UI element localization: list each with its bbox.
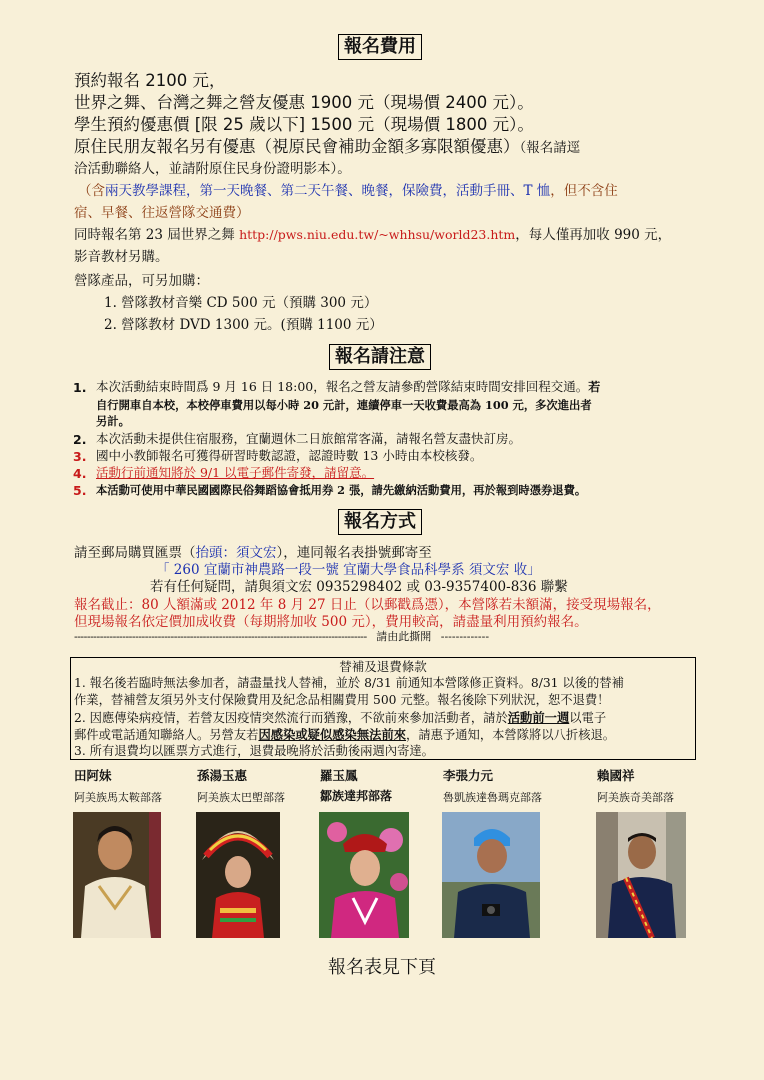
product-item-cd: 1. 營隊教材音樂 CD 500 元（預購 300 元） bbox=[104, 295, 378, 311]
method-section-title: 報名方式 bbox=[338, 509, 422, 535]
terms-4-text: 郵件或電話通知聯絡人。另營友若 bbox=[74, 728, 259, 742]
teacher-name-5: 賴國祥 bbox=[597, 768, 635, 783]
parking-text: 自行開車自本校，本校停車費用以每小時 20 元計，連續停車一天收費最高為 100 元，多次進出者 bbox=[96, 398, 592, 412]
mailing-address: 「 260 宜蘭市神農路一段一號 宜蘭大學食品科學系 須文宏 收」 bbox=[156, 562, 541, 578]
fee-indigenous-note: （報名請逕 bbox=[519, 140, 581, 156]
cut-dashes-left: ------------------------------------------------------------------------------------------- bbox=[74, 630, 367, 643]
teacher-photo-4 bbox=[442, 812, 540, 938]
method-text-a: 請至郵局購買匯票（ bbox=[74, 545, 196, 561]
method-text-c: ），連同報名表掛號郵寄至 bbox=[276, 545, 432, 561]
terms-line-3 bbox=[74, 709, 606, 727]
notice-num-3: 3. bbox=[73, 449, 87, 464]
teacher-tribe-3: 鄒族達邦部落 bbox=[320, 789, 393, 803]
portrait-3-image bbox=[319, 812, 409, 938]
fee-line-4 bbox=[74, 136, 580, 158]
deadline-line-1: 報名截止：80 人額滿或 2012 年 8 月 27 日止（以郵戳爲憑），本營隊若未額滿，接受現場報名， bbox=[74, 597, 661, 613]
product-item-dvd: 2. 營隊教材 DVD 1300 元。(預購 1100 元） bbox=[104, 317, 383, 333]
notice-section-title: 報名請注意 bbox=[329, 344, 431, 370]
deadline-line-2: 但現場報名依定價加成收費（每期將加收 500 元），費用較高，請盡量利用預約報名。 bbox=[74, 614, 588, 630]
fee-line-1: 預約報名 2100 元， bbox=[74, 71, 226, 90]
terms-line-4 bbox=[74, 726, 615, 744]
portrait-5-image bbox=[596, 812, 686, 938]
portrait-4-image bbox=[442, 812, 540, 938]
terms-line-1: 1. 報名後若臨時無法參加者，請盡量找人替補，並於 8/31 前通知本營隊修正資料。8/31 以後的替補 bbox=[74, 676, 624, 690]
teacher-tribe-2: 阿美族太巴塱部落 bbox=[197, 791, 285, 804]
cut-line bbox=[74, 630, 489, 644]
contact-line: 若有任何疑問，請與須文宏 0935298402 或 03-9357400-836 聯繫 bbox=[150, 579, 568, 595]
teacher-name-2: 孫湯玉惠 bbox=[197, 768, 248, 783]
includes-suffix: ，但不含住 bbox=[550, 183, 618, 199]
notice-num-5: 5. bbox=[73, 483, 87, 498]
portrait-2-image bbox=[196, 812, 280, 938]
terms-3-end: 以電子 bbox=[569, 711, 607, 725]
world-dance-line-cont: 影音教材另購。 bbox=[74, 249, 169, 265]
world-dance-text: 同時報名第 23 屆世界之舞 bbox=[74, 227, 240, 243]
fee-indigenous-note-cont: 洽活動聯絡人，並請附原住民身份證明影本）。 bbox=[74, 161, 351, 177]
fee-line-3: 學生預約優惠價 [限 25 歲以下] 1500 元（現場價 1800 元）。 bbox=[74, 115, 534, 134]
terms-line-5: 3. 所有退費均以匯票方式進行，退費最晚將於活動後兩週內寄達。 bbox=[74, 744, 434, 758]
teacher-tribe-4: 魯凱族達魯瑪克部落 bbox=[443, 791, 542, 804]
teacher-name-1: 田阿妹 bbox=[74, 768, 112, 783]
footer-next-page: 報名表見下頁 bbox=[328, 957, 436, 978]
cut-dashes-right: ------------- bbox=[440, 630, 490, 643]
fee-includes-line bbox=[78, 181, 618, 201]
teacher-tribe-1: 阿美族馬太鞍部落 bbox=[74, 791, 162, 804]
fee-excludes-line: 宿、早餐、往返營隊交通費） bbox=[74, 205, 250, 221]
teacher-photo-5 bbox=[596, 812, 686, 938]
portrait-1-image bbox=[73, 812, 161, 938]
teacher-photo-3 bbox=[319, 812, 409, 938]
cut-label: 請由此撕開 bbox=[376, 630, 432, 643]
fee-line-2: 世界之舞、台灣之舞之營友優惠 1900 元（現場價 2400 元）。 bbox=[74, 93, 534, 112]
world-dance-link[interactable]: http://pws.niu.edu.tw/~whhsu/world23.htm bbox=[239, 227, 516, 242]
notice-item-4: 活動行前通知將於 9/1 以電子郵件寄發，請留意。 bbox=[96, 465, 375, 480]
products-title: 營隊產品，可另加購： bbox=[74, 273, 209, 289]
includes-prefix: （含 bbox=[78, 183, 105, 199]
notice-num-1: 1. bbox=[73, 380, 87, 395]
notice-item-1 bbox=[96, 378, 600, 396]
method-payee: 抬頭：須文宏 bbox=[195, 545, 277, 561]
notice-item-3: 國中小教師報名可獲得研習時數認證，認證時數 13 小時由本校核發。 bbox=[96, 448, 483, 463]
world-dance-line bbox=[74, 225, 671, 245]
notice-item-1-parking-end: 另計。 bbox=[96, 414, 130, 428]
fee-section-title: 報名費用 bbox=[338, 34, 422, 60]
world-dance-price: ，每人僅再加收 990 元， bbox=[515, 227, 672, 243]
terms-4-end: ，請惠予通知，本營隊將以八折核退。 bbox=[406, 728, 616, 742]
includes-items: 兩天教學課程，第一天晚餐、第二天午餐、晚餐，保險費，活動手冊、T 恤 bbox=[105, 183, 551, 199]
notice-num-2: 2. bbox=[73, 432, 87, 447]
teacher-name-4: 李張力元 bbox=[443, 768, 494, 783]
notice-item-2: 本次活動未提供住宿服務，宜蘭週休二日旅館常客滿，請報名營友盡快訂房。 bbox=[96, 431, 522, 446]
terms-line-2: 作業，替補營友須另外支付保險費用及紀念品相關費用 500 元整。報名後除下列狀況，恕不退費！ bbox=[74, 693, 610, 707]
teacher-photo-1 bbox=[73, 812, 161, 938]
terms-3-text: 2. 因應傳染病疫情，若營友因疫情突然流行而猶豫，不欲前來參加活動者，請於 bbox=[74, 711, 508, 725]
terms-3-deadline: 活動前一週 bbox=[507, 710, 570, 725]
notice-item-1-cont: 若 bbox=[588, 380, 601, 394]
terms-4-infection: 因感染或疑似感染無法前來 bbox=[258, 727, 407, 742]
notice-item-1-text: 本次活動結束時間爲 9 月 16 日 18:00，報名之營友請參酌營隊結束時間安排回程交通。 bbox=[96, 379, 589, 394]
fee-indigenous-offer: 原住民朋友報名另有優惠（視原民會補助金額多寡限額優惠） bbox=[74, 137, 520, 156]
terms-title: 替補及退費條款 bbox=[339, 659, 427, 674]
notice-item-1-parking bbox=[96, 397, 592, 414]
teacher-name-3: 羅玉鳳 bbox=[320, 768, 358, 783]
teacher-tribe-5: 阿美族奇美部落 bbox=[597, 791, 674, 804]
notice-item-5: 本活動可使用中華民國國際民俗舞蹈協會抵用券 2 張，請先繳納活動費用，再於報到時憑券退費。 bbox=[96, 483, 587, 497]
notice-num-4: 4. bbox=[73, 466, 87, 481]
teacher-photo-2 bbox=[196, 812, 280, 938]
